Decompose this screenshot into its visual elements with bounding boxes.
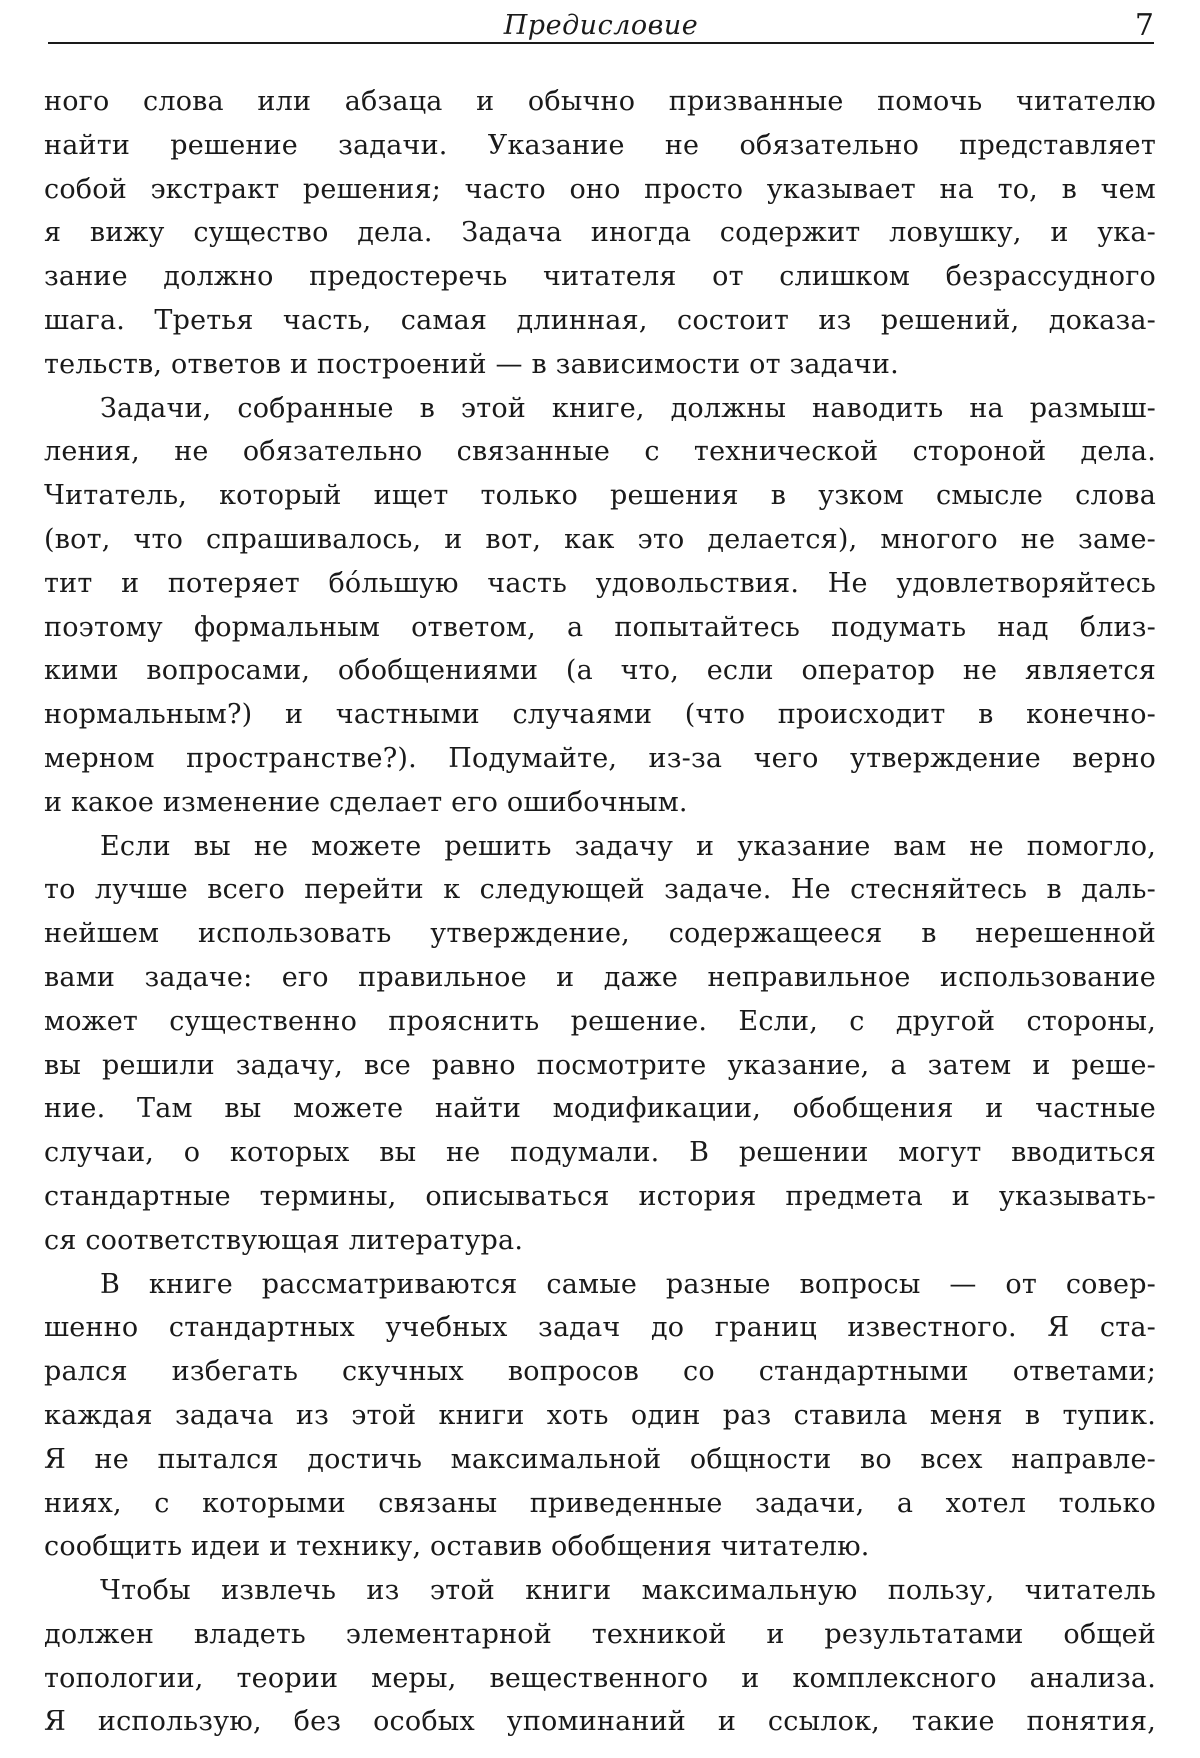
text-line: ние. Там вы можете найти модификации, обобщения и частные: [44, 1093, 1156, 1125]
text-line: ления, не обязательно связанные с технической стороной дела.: [44, 436, 1156, 468]
text-line: шага. Третья часть, самая длинная, состоит из решений, доказа-: [44, 304, 1156, 336]
text-line: топологии, теории меры, вещественного и комплексного анализа.: [44, 1662, 1156, 1694]
running-head: [48, 6, 1154, 44]
text-line: и какое изменение сделает его ошибочным.: [44, 786, 688, 818]
text-line: мерном пространстве?). Подумайте, из-за чего утверждение верно: [44, 742, 1156, 774]
text-line: шенно стандартных учебных задач до границ известного. Я ста-: [44, 1312, 1156, 1344]
text-line: (вот, что спрашивалось, и вот, как это делается), многого не заме-: [44, 523, 1156, 555]
text-line: Читатель, который ищет только решения в узком смысле слова: [44, 480, 1156, 512]
text-line: нормальным?) и частными случаями (что происходит в конечно-: [44, 699, 1156, 731]
text-line: ся соответствующая литература.: [44, 1224, 524, 1256]
paragraph-first-line: Чтобы извлечь из этой книги максимальную пользу, читатель: [100, 1575, 1156, 1607]
text-line: найти решение задачи. Указание не обязательно представляет: [44, 129, 1156, 161]
text-line: кими вопросами, обобщениями (а что, если оператор не является: [44, 655, 1156, 687]
text-line: рался избегать скучных вопросов со стандартными ответами;: [44, 1356, 1156, 1388]
text-line: может существенно прояснить решение. Если, с другой стороны,: [44, 1005, 1156, 1037]
text-line: Я использую, без особых упоминаний и ссылок, такие понятия,: [44, 1706, 1156, 1738]
text-line: должен владеть элементарной техникой и результатами общей: [44, 1618, 1156, 1650]
text-line: каждая задача из этой книги хоть один раз ставила меня в тупик.: [44, 1399, 1156, 1431]
text-line: вы решили задачу, все равно посмотрите указание, а затем и реше-: [44, 1049, 1156, 1081]
page-number: 7: [1134, 8, 1154, 43]
text-line: Я не пытался достичь максимальной общности во всех направле-: [44, 1443, 1156, 1475]
text-line: нейшем использовать утверждение, содержащееся в нерешенной: [44, 918, 1156, 950]
text-line: ного слова или абзаца и обычно призванные помочь читателю: [44, 86, 1156, 117]
text-line: поэтому формальным ответом, а попытайтесь подумать над близ-: [44, 611, 1156, 643]
paragraph-first-line: В книге рассматриваются самые разные вопросы — от совер-: [100, 1268, 1156, 1300]
running-title: Предисловие: [503, 10, 699, 41]
text-line: собой экстракт решения; часто оно просто указывает на то, в чем: [44, 173, 1156, 205]
text-line: я вижу существо дела. Задача иногда содержит ловушку, и ука-: [44, 217, 1156, 249]
text-line: вами задаче: его правильное и даже неправильное использование: [44, 961, 1156, 993]
text-line: зание должно предостеречь читателя от слишком безрассудного: [44, 261, 1156, 293]
text-line: сообщить идеи и технику, оставив обобщения читателю.: [44, 1531, 870, 1563]
body-text: [44, 80, 1156, 1744]
text-line: случаи, о которых вы не подумали. В решении могут вводиться: [44, 1137, 1156, 1169]
text-line: тит и потеряет бо́льшую часть удовольствия. Не удовлетворяйтесь: [44, 567, 1156, 599]
paragraph-first-line: Задачи, собранные в этой книге, должны наводить на размыш-: [100, 392, 1156, 424]
text-line: тельств, ответов и построений — в зависимости от задачи.: [44, 348, 899, 380]
paragraph-first-line: Если вы не можете решить задачу и указание вам не помогло,: [100, 830, 1156, 862]
text-line: то лучше всего перейти к следующей задаче. Не стесняйтесь в даль-: [44, 874, 1156, 906]
text-line: стандартные термины, описываться история предмета и указывать-: [44, 1180, 1156, 1212]
text-line: ниях, с которыми связаны приведенные задачи, а хотел только: [44, 1487, 1156, 1519]
